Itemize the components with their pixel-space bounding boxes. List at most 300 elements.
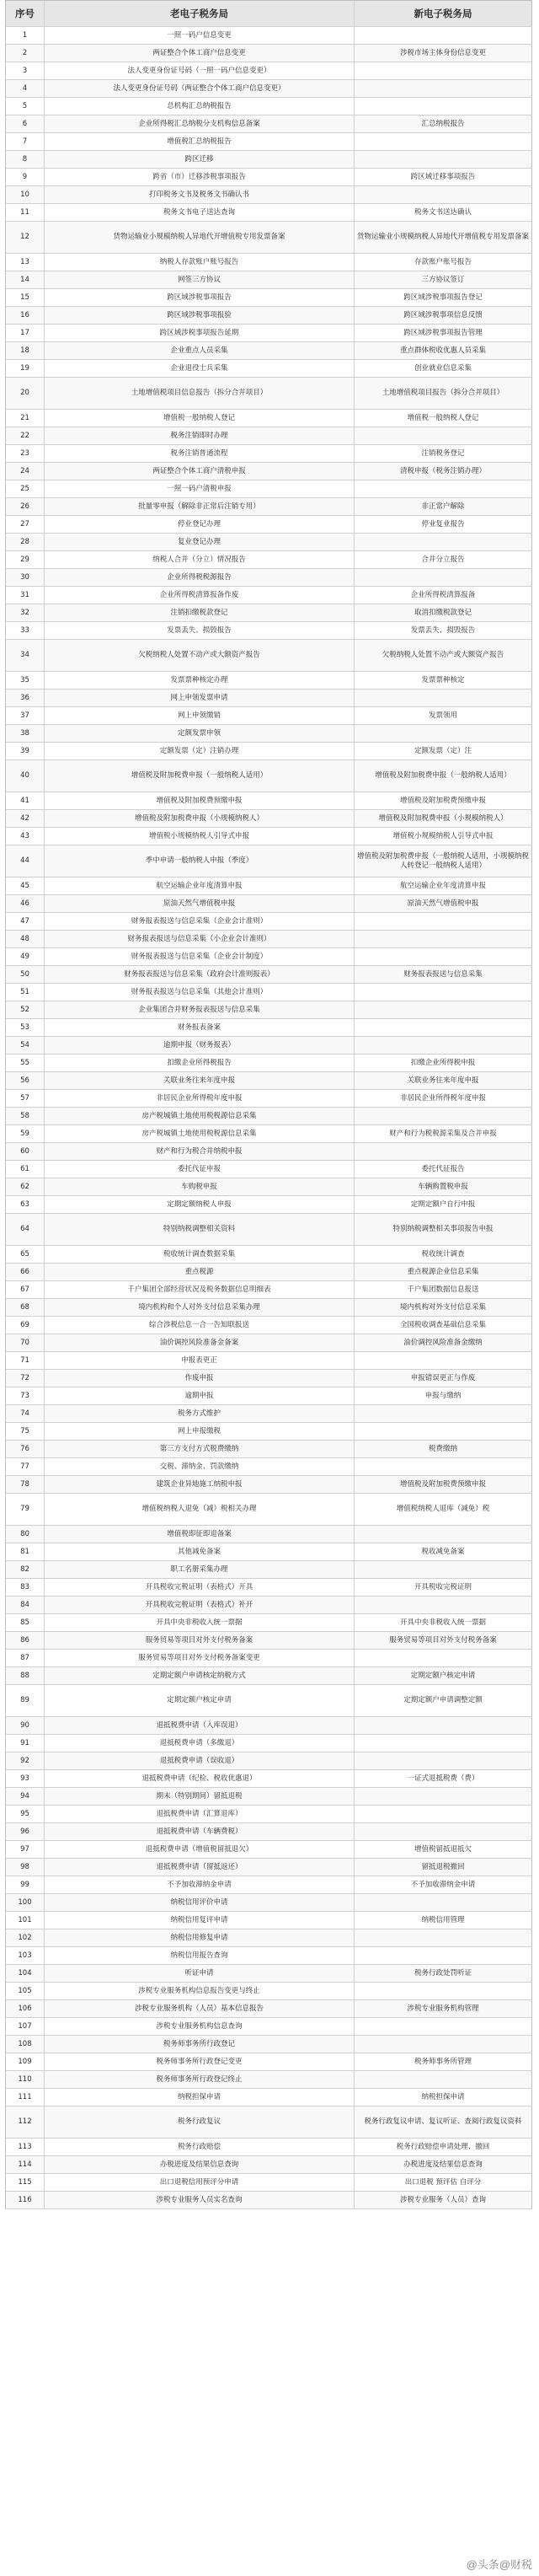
row-number: 63	[6, 1196, 45, 1213]
new-item	[355, 2018, 531, 2035]
table-row	[5, 498, 532, 516]
old-item: 两证整合个体工商户信息变更	[45, 45, 355, 62]
table-row	[5, 877, 532, 895]
table-row	[5, 1788, 532, 1806]
row-number: 80	[6, 1526, 45, 1543]
old-item: 增值税及附加税费申报（一般纳税人适用）	[45, 760, 355, 792]
new-item	[355, 1650, 531, 1666]
old-item: 航空运输企业年度清算申报	[45, 877, 355, 894]
old-item: 纳税信用修复申请	[45, 1929, 355, 1946]
row-number: 49	[6, 948, 45, 965]
table-row	[5, 151, 532, 169]
old-item: 定期定额户核定申请	[45, 1685, 355, 1716]
table-row	[5, 1717, 532, 1735]
row-number: 46	[6, 895, 45, 912]
row-number: 91	[6, 1735, 45, 1752]
row-number: 79	[6, 1494, 45, 1525]
new-item: 留抵退税撤回	[421, 1862, 465, 1871]
row-number: 35	[6, 672, 45, 689]
new-item: 三方协议签订	[421, 275, 465, 284]
old-item: 税收统计调查数据采集	[45, 1246, 355, 1263]
new-item	[355, 186, 531, 203]
table-row	[5, 204, 532, 222]
old-item: 跨区迁移	[45, 151, 355, 168]
table-row	[5, 1579, 532, 1597]
old-item: 增值税汇总纳税报告	[45, 133, 355, 150]
table-row	[5, 1108, 532, 1125]
new-item: 定期定额户核定申请	[410, 1671, 476, 1680]
table-row	[5, 551, 532, 569]
new-item: 一证式退抵税费（费）	[407, 1774, 479, 1783]
row-number: 83	[6, 1579, 45, 1596]
table-header	[5, 0, 532, 27]
row-number: 85	[6, 1614, 45, 1631]
table-row	[5, 1859, 532, 1876]
row-number: 22	[6, 427, 45, 444]
new-item: 发票领用	[428, 711, 457, 720]
table-row	[5, 2156, 532, 2174]
row-number: 65	[6, 1246, 45, 1263]
table-row	[5, 516, 532, 534]
new-item: 税收减免备案	[421, 1547, 465, 1556]
table-row	[5, 1543, 532, 1561]
new-item: 纳税信用管理	[421, 1915, 465, 1924]
old-item: 纳税信用评价申请	[45, 1894, 355, 1911]
new-item: 税务行政处罚听证	[414, 1968, 472, 1978]
row-number: 43	[6, 828, 45, 845]
row-number: 76	[6, 1441, 45, 1457]
old-item: 交税、滞纳金、罚款缴纳	[45, 1458, 355, 1475]
new-item: 跨区域迁移事项报告	[410, 172, 476, 181]
row-number: 66	[6, 1264, 45, 1280]
row-number: 11	[6, 204, 45, 221]
table-row	[5, 1752, 532, 1770]
new-item: 跨区域涉税事项信息反馈	[403, 310, 483, 319]
new-item: 非正常户解除	[421, 502, 465, 511]
row-number: 93	[6, 1770, 45, 1787]
new-item: 增值税及附加税费预缴申报	[399, 796, 486, 805]
table-row	[5, 895, 532, 913]
table-row	[5, 1387, 532, 1405]
row-number: 15	[6, 289, 45, 306]
row-number: 82	[6, 1561, 45, 1578]
row-number: 28	[6, 534, 45, 550]
old-item: 服务贸易等项目对外支付税务备案	[45, 1632, 355, 1649]
old-item: 特别纳税调整相关资料	[45, 1214, 355, 1245]
old-item: 房产税城镇土地使用税税源信息采集	[45, 1125, 355, 1142]
row-number: 62	[6, 1178, 45, 1195]
new-item: 增值税留抵退抵欠	[414, 1844, 472, 1854]
new-item	[355, 1983, 531, 1999]
new-item	[355, 1717, 531, 1734]
row-number: 109	[6, 2053, 45, 2070]
table-row	[5, 2174, 532, 2192]
row-number: 70	[6, 1334, 45, 1351]
row-number: 31	[6, 587, 45, 604]
header-old-bureau: 老电子税务局	[45, 1, 355, 26]
row-number: 116	[6, 2192, 45, 2208]
table-row	[5, 984, 532, 1001]
row-number: 94	[6, 1788, 45, 1805]
new-item: 委托代征报告	[421, 1164, 465, 1173]
table-row	[5, 27, 532, 45]
new-item: 扣缴企业所得税申报	[410, 1058, 476, 1067]
new-item: 油价调控风险准备金缴纳	[403, 1338, 483, 1347]
row-number: 90	[6, 1717, 45, 1734]
new-item: 出口退税 预评估 自评分	[404, 2177, 482, 2187]
table-row	[5, 1929, 532, 1947]
row-number: 1	[6, 27, 45, 44]
old-item: 扣缴企业所得税报告	[45, 1055, 355, 1071]
new-item	[355, 1806, 531, 1822]
new-item: 开具中央非税收入统一票据	[399, 1618, 486, 1627]
row-number: 75	[6, 1423, 45, 1440]
table-row	[5, 427, 532, 445]
new-item: 税务行政复议申请、复议听证、查阅行政复议资料	[364, 2117, 522, 2127]
old-item: 职工名册采集办理	[45, 1561, 355, 1578]
table-row	[5, 1735, 532, 1752]
old-item: 退抵税费申请（误收退）	[45, 1752, 355, 1769]
old-item: 土地增值税项目信息报告（拆分合并项目）	[45, 378, 355, 409]
old-item: 财务报表报送与信息采集（企业会计准则）	[45, 913, 355, 930]
old-item: 税务师事务所行政登记终止	[45, 2071, 355, 2088]
row-number: 29	[6, 551, 45, 568]
table-row	[5, 1841, 532, 1859]
row-number: 38	[6, 725, 45, 742]
old-item: 非居民企业所得税年度申报	[45, 1090, 355, 1107]
table-row	[5, 169, 532, 186]
old-item: 油价调控风险准备金备案	[45, 1334, 355, 1351]
old-item: 期末（特别期间）留抵退税	[45, 1788, 355, 1805]
old-item: 委托代征申报	[45, 1161, 355, 1178]
new-item	[355, 27, 531, 44]
old-item: 纳税信用复评申请	[45, 1912, 355, 1929]
table-row	[5, 2106, 532, 2139]
row-number: 47	[6, 913, 45, 930]
table-row	[5, 1334, 532, 1352]
old-item: 打印税务文书及税务文书确认书	[45, 186, 355, 203]
new-item	[355, 534, 531, 550]
table-row	[5, 254, 532, 271]
old-item: 定期定额纳税人申报	[45, 1196, 355, 1213]
new-item: 税费缴纳	[428, 1444, 457, 1453]
old-item: 定期定额户申请核定纳税方式	[45, 1667, 355, 1684]
row-number: 92	[6, 1752, 45, 1769]
row-number: 84	[6, 1597, 45, 1613]
old-item: 网上申领发票申请	[45, 690, 355, 706]
table-row	[5, 1561, 532, 1579]
table-row	[5, 966, 532, 984]
old-item: 税务文书电子送达查询	[45, 204, 355, 221]
new-item	[355, 1597, 531, 1613]
new-item	[355, 725, 531, 742]
new-item	[355, 1352, 531, 1369]
new-item: 增值税及附加税费申报（一般纳税人适用）	[375, 771, 511, 781]
new-item	[355, 931, 531, 947]
table-row	[5, 1423, 532, 1441]
old-item: 复业登记办理	[45, 534, 355, 550]
table-row	[5, 1352, 532, 1370]
old-item: 开具中央非税收入统一票据	[45, 1614, 355, 1631]
row-number: 68	[6, 1299, 45, 1316]
old-item: 增值税小规模纳税人引导式申报	[45, 828, 355, 845]
old-item: 综合涉税信息一合一告知联报送	[45, 1317, 355, 1334]
old-item: 跨区域涉税事项报验	[45, 307, 355, 324]
table-row	[5, 1317, 532, 1334]
table-row	[5, 948, 532, 966]
old-item: 服务贸易等项目对外支付税务备案变更	[45, 1650, 355, 1666]
comparison-table	[5, 0, 532, 2209]
old-item: 逾期申报（财务报表）	[45, 1037, 355, 1054]
row-number: 26	[6, 498, 45, 515]
new-item	[355, 1735, 531, 1752]
row-number: 39	[6, 743, 45, 759]
old-item: 财务报表报送与信息采集（企业会计制度）	[45, 948, 355, 965]
old-item: 财务报表报送与信息采集（其他会计准则）	[45, 984, 355, 1001]
row-number: 67	[6, 1281, 45, 1298]
row-number: 54	[6, 1037, 45, 1054]
old-item: 税务注销普通流程	[45, 445, 355, 462]
row-number: 74	[6, 1405, 45, 1422]
new-item: 创业就业信息采集	[414, 363, 472, 373]
table-row	[5, 1072, 532, 1090]
new-item: 合并分立报告	[421, 555, 465, 564]
new-item	[355, 690, 531, 706]
table-row	[5, 1823, 532, 1841]
header-new-bureau: 新电子税务局	[414, 7, 472, 19]
old-item: 企业退役士兵采集	[45, 360, 355, 377]
row-number: 112	[6, 2106, 45, 2138]
row-number: 45	[6, 877, 45, 894]
row-number: 33	[6, 622, 45, 639]
new-item	[355, 1561, 531, 1578]
table-row	[5, 1246, 532, 1264]
watermark: @头条@财税	[466, 2558, 532, 2571]
old-item: 税务注销即时办理	[45, 427, 355, 444]
new-item	[355, 1001, 531, 1018]
new-item	[355, 151, 531, 168]
row-number: 21	[6, 410, 45, 427]
new-item: 财务报表报送与信息采集	[403, 969, 483, 979]
old-item: 作废申报	[45, 1370, 355, 1387]
old-item: 关联业务往来年度申报	[45, 1072, 355, 1089]
row-number: 99	[6, 1876, 45, 1893]
new-item	[355, 1458, 531, 1475]
row-number: 103	[6, 1947, 45, 1964]
table-row	[5, 1685, 532, 1717]
table-row	[5, 410, 532, 427]
row-number: 106	[6, 2000, 45, 2017]
old-item: 房产税城镇土地使用税税源信息采集	[45, 1108, 355, 1124]
old-item: 千户集团全部经营状况及税务数据信息明细表	[45, 1281, 355, 1298]
row-number: 50	[6, 966, 45, 983]
new-item: 财产和行为税税源采集及合并申报	[389, 1129, 497, 1138]
row-number: 5	[6, 98, 45, 115]
new-item: 航空运输企业年度清算申报	[399, 881, 486, 890]
new-item: 关联业务往来年度申报	[407, 1076, 479, 1085]
new-item: 取消扣缴税款登记	[414, 608, 472, 617]
table-row	[5, 115, 532, 133]
new-item: 办税进度及结果信息查询	[403, 2160, 483, 2169]
old-item: 听证申请	[45, 1965, 355, 1982]
table-row	[5, 1019, 532, 1037]
old-item: 申报表更正	[45, 1352, 355, 1369]
row-number: 101	[6, 1912, 45, 1929]
new-item: 注销税务登记	[421, 448, 465, 458]
old-item: 网上申领缴销	[45, 707, 355, 724]
old-item: 跨区域涉税事项报告延期	[45, 325, 355, 341]
old-item: 一照一码户信息变更	[45, 27, 355, 44]
old-item: 货物运输业小规模纳税人异地代开增值税专用发票备案	[45, 222, 355, 253]
row-number: 108	[6, 2036, 45, 2053]
row-number: 59	[6, 1125, 45, 1142]
table-row	[5, 2071, 532, 2089]
new-item	[355, 984, 531, 1001]
old-item: 增值税一般纳税人登记	[45, 410, 355, 427]
new-item: 非居民企业所得税年度申报	[399, 1093, 486, 1103]
row-number: 18	[6, 342, 45, 359]
new-item: 税务行政赔偿申请处理、撤回	[396, 2142, 490, 2151]
table-row	[5, 2192, 532, 2209]
row-number: 8	[6, 151, 45, 168]
row-number: 57	[6, 1090, 45, 1107]
new-item: 开具税收完税证明	[414, 1582, 472, 1591]
new-item: 增值税纳税人退库（减免）税	[396, 1505, 490, 1514]
table-row	[5, 325, 532, 342]
row-number: 40	[6, 760, 45, 792]
row-number: 42	[6, 810, 45, 827]
table-row	[5, 1178, 532, 1196]
old-item: 涉税专业服务人员实名查询	[45, 2192, 355, 2208]
old-item: 总机构汇总纳税报告	[45, 98, 355, 115]
row-number: 20	[6, 378, 45, 409]
new-item	[355, 1423, 531, 1440]
new-item	[355, 1894, 531, 1911]
new-item: 纳税担保申请	[421, 2092, 465, 2101]
table-row	[5, 828, 532, 845]
new-item	[355, 1019, 531, 1036]
row-number: 23	[6, 445, 45, 462]
table-row	[5, 672, 532, 690]
old-item: 纳税担保申请	[45, 2089, 355, 2106]
old-item: 重点税源	[45, 1264, 355, 1280]
old-item: 退抵税费申请（汇算退库）	[45, 1806, 355, 1822]
old-item: 开具税收完税证明（表格式）开具	[45, 1579, 355, 1596]
table-row	[5, 133, 532, 151]
row-number: 25	[6, 480, 45, 497]
new-item	[355, 1108, 531, 1124]
new-item	[355, 1143, 531, 1160]
table-row	[5, 2139, 532, 2156]
old-item: 退抵税费申请（多缴退）	[45, 1735, 355, 1752]
new-item: 申报错误更正与作废	[410, 1373, 476, 1382]
old-item: 第三方支付方式税费缴纳	[45, 1441, 355, 1457]
table-row	[5, 1494, 532, 1526]
old-item: 开具税收完税证明（表格式）补开	[45, 1597, 355, 1613]
table-row	[5, 1143, 532, 1161]
new-item: 重点群体税收优惠人员采集	[399, 346, 486, 355]
row-number: 107	[6, 2018, 45, 2035]
row-number: 17	[6, 325, 45, 341]
new-item: 特别纳税调整相关事项报告申报	[392, 1225, 494, 1234]
new-item: 不予加收滞纳金申请	[410, 1880, 476, 1889]
table-row	[5, 1090, 532, 1108]
new-item: 重点税源企业信息采集	[407, 1267, 479, 1276]
row-number: 48	[6, 931, 45, 947]
table-row	[5, 640, 532, 672]
table-row	[5, 1125, 532, 1143]
new-item: 增值税小规模纳税人引导式申报	[392, 831, 494, 840]
old-item: 退抵税费申请（留抵返还）	[45, 1859, 355, 1876]
row-number: 14	[6, 271, 45, 288]
old-item: 其他减免备案	[45, 1543, 355, 1560]
table-row	[5, 604, 532, 622]
table-row	[5, 690, 532, 707]
table-row	[5, 1650, 532, 1667]
table-row	[5, 707, 532, 725]
old-item: 涉税专业服务机构信息查询	[45, 2018, 355, 2035]
new-item: 税收统计调查	[421, 1249, 465, 1258]
old-item: 税务行政复议	[45, 2106, 355, 2138]
row-number: 51	[6, 984, 45, 1001]
table-row	[5, 2036, 532, 2053]
table-row	[5, 222, 532, 254]
old-item: 企业重点人员采集	[45, 342, 355, 359]
old-item: 停业登记办理	[45, 516, 355, 533]
table-row	[5, 1281, 532, 1299]
new-item: 欠税纳税人处置不动产或大额资产报告	[382, 651, 504, 660]
new-item: 跨区域涉税事项报告登记	[403, 292, 483, 302]
new-item	[355, 80, 531, 97]
row-number: 55	[6, 1055, 45, 1071]
table-row	[5, 289, 532, 307]
old-item: 批量零申报（解除非正常后注销专用）	[45, 498, 355, 515]
row-number: 71	[6, 1352, 45, 1369]
row-number: 114	[6, 2156, 45, 2173]
new-item: 境内机构对外支付信息采集	[399, 1302, 486, 1312]
old-item: 税务行政赔偿	[45, 2139, 355, 2155]
old-item: 退抵税费申请（入库误退）	[45, 1717, 355, 1734]
new-item	[355, 2071, 531, 2088]
row-number: 4	[6, 80, 45, 97]
table-row	[5, 186, 532, 204]
new-item	[355, 427, 531, 444]
table-row	[5, 1264, 532, 1281]
row-number: 37	[6, 707, 45, 724]
row-number: 24	[6, 463, 45, 480]
row-number: 97	[6, 1841, 45, 1858]
new-item: 土地增值税项目报告（拆分合并项目）	[382, 389, 504, 398]
new-item	[355, 1526, 531, 1543]
new-item	[355, 62, 531, 79]
old-item: 纳税人合并（分立）情况报告	[45, 551, 355, 568]
row-number: 32	[6, 604, 45, 621]
table-row	[5, 2018, 532, 2036]
table-row	[5, 360, 532, 378]
row-number: 98	[6, 1859, 45, 1876]
new-item: 定期定额户申请调整定额	[403, 1696, 483, 1705]
new-item: 服务贸易等项目对外支付税务备案	[389, 1635, 497, 1645]
table-row	[5, 587, 532, 604]
new-item	[355, 2036, 531, 2053]
row-number: 27	[6, 516, 45, 533]
new-item: 发票丢失、损毁报告	[410, 625, 476, 635]
table-row	[5, 1370, 532, 1387]
old-item: 出口退税信用预评分申请	[45, 2174, 355, 2191]
new-item	[355, 1823, 531, 1840]
row-number: 60	[6, 1143, 45, 1160]
table-row	[5, 271, 532, 289]
